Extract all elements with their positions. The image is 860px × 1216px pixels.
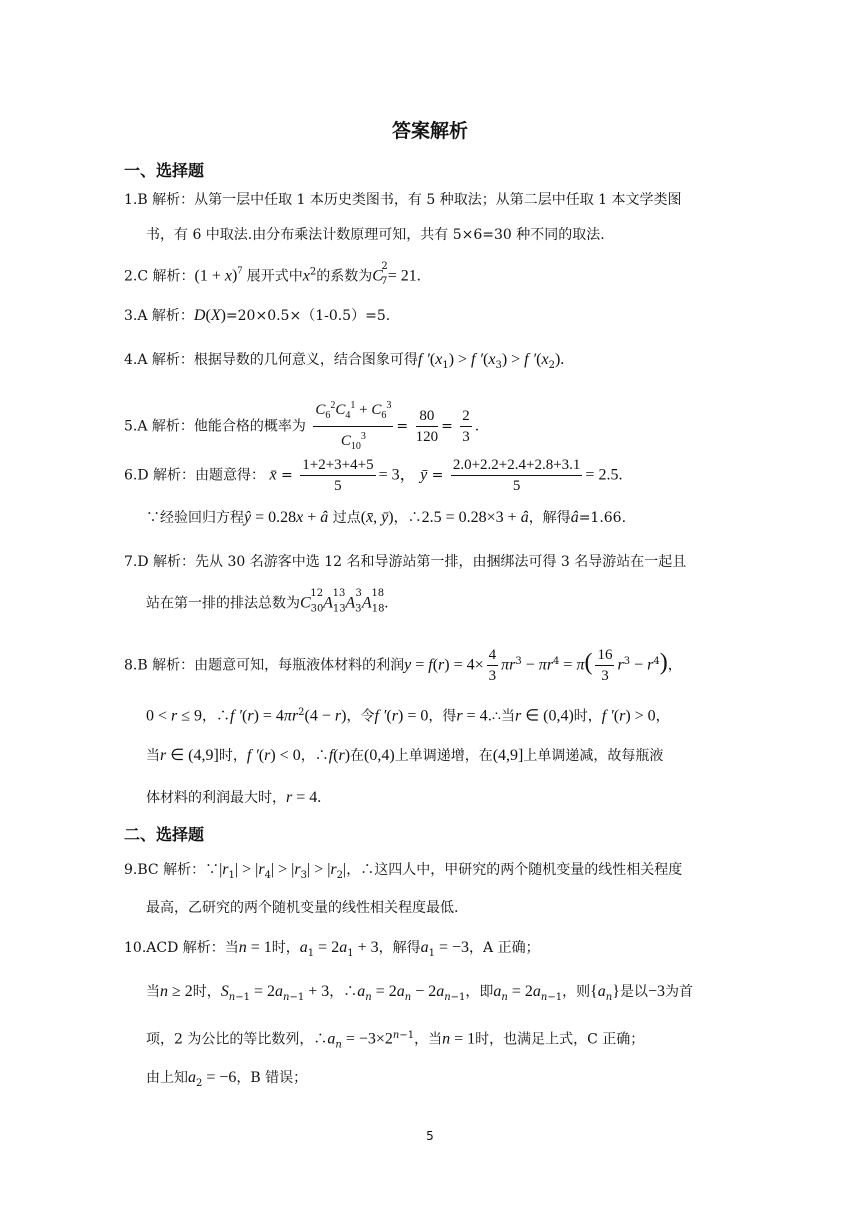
page-number: 5 <box>426 1129 434 1143</box>
answer-2: 2.C 解析：$(1 + x)^7$ 展开式中$x^2$的系数为$C_7^2= 21$. <box>124 260 421 288</box>
answer-8-line-2: 0 < r ≤ 9，∴f $'(r) = 4\pi r^2(4 - r)$，令f ′(r) = 0，得r = 4.∴当r ∈ (0,4)时，f ′(r) > 0， <box>146 707 670 725</box>
answer-6-line-1: 6.D 解析：由题意得： x̄ = $\frac{1+2+3+4+5}{5}$ = 3， ȳ = $\frac{2.0+2.2+2.4+2.8+3.1}{5}$ = 2.5. <box>124 457 623 494</box>
answer-8-line-3: 当r ∈ (4,9]时，f ′(r) < 0，∴f(r)在(0,4)上单调递增，在(4,9]上单调递减，故每瓶液 <box>146 747 664 764</box>
answer-10-line-3: 项，2 为公比的等比数列，$\therefore a_n = -3\times 2^{n-1}$，当n = 1时，也满足上式，C 正确； <box>146 1030 645 1051</box>
answer-9-line-2: 最高，乙研究的两个随机变量的线性相关程度最低. <box>146 900 459 916</box>
section-heading-1: 一、选择题 <box>124 161 205 180</box>
answer-5-fraction-numeric: $\frac{80}{120}$ <box>415 408 439 445</box>
answer-1-line-2: 书，有 6 中取法.由分布乘法计数原理可知，共有 5×6=30 种不同的取法. <box>146 227 605 243</box>
answer-7-line-2: 站在第一排的排法总数为$C_{30}^{12}A_{13}^{13}A_3^3A_{18}^{18}$. <box>146 588 389 615</box>
answer-5-label: 5.A 解析：他能合格的概率为 <box>124 418 306 435</box>
answer-3-label: 3.A 解析： <box>124 308 194 324</box>
answer-6-y-mean-result: = 2.5. <box>585 466 623 484</box>
answer-5-fraction-combinatorial: $\frac{C_6^2C_4^1 + C_6^3}{C_{10}^3}$ <box>313 396 393 457</box>
answer-2-text-mid: 展开式中 <box>246 268 303 285</box>
answer-9-line-1: 9.BC 解析：$\because|r_1| > |r_4| > |r_3| > |r_2|$，∴这四人中，甲研究的两个随机变量的线性相关程度 <box>124 861 683 881</box>
page-title: 答案解析 <box>391 120 468 142</box>
section-heading-2: 二、选择题 <box>124 825 205 844</box>
answer-2-text-end: 的系数为 <box>316 268 373 285</box>
answer-6-x-mean-result: = 3， <box>378 466 416 484</box>
answer-10-line-4: 由上知$a_2 = -6$，B 错误； <box>146 1069 308 1089</box>
answer-8-line-1: 8.B 解析：由题意可知，每瓶液体材料的利润y = f(r) = 4× $\frac{4}{3}$ $\pi r^3 - \pi r^4 = \pi$( $\frac{16}{3}$ $r^3 - r^4$)， <box>124 647 682 684</box>
answer-4-label: 4.A 解析：根据导数的几何意义，结合图象可得 <box>124 352 418 368</box>
answer-3-rest: =20×0.5×（1-0.5）=5. <box>225 308 391 324</box>
answer-7-line-1: 7.D 解析：先从 30 名游客中选 12 名和导游站第一排，由捆绑法可得 3 名导游站在一起且 <box>124 554 687 570</box>
answer-1-line-1: 1.B 解析：从第一层中任取 1 本历史类图书，有 5 种取法；从第二层中任取 1 本文学类图 <box>124 192 682 208</box>
answer-6-label: 6.D 解析：由题意得： <box>124 467 266 484</box>
answer-5-fraction-result: $\frac{2}{3}$ <box>462 408 470 445</box>
answer-3: 3.A 解析：D(X)=20×0.5×（1-0.5）=5. <box>124 307 391 324</box>
answer-6-x-mean-fraction: $\frac{1+2+3+4+5}{5}$ <box>302 457 374 494</box>
answer-5: 5.A 解析：他能合格的概率为 $\frac{C_6^2C_4^1 + C_6^3}{C_{10}^3}$ = $\frac{80}{120}$ = $\frac{2}{3}$ . <box>124 396 479 457</box>
answer-6-line-2: ∵经验回归方程ŷ = 0.28x + â 过点(x̄, ȳ)，∴2.5 = 0.28×3 + â，解得â=1.66. <box>146 509 627 526</box>
answer-10-line-1: 10.ACD 解析：当n = 1时，$a_1 = 2a_1 + 3$，解得$a_1 = -3$，A 正确； <box>124 939 540 959</box>
answer-6-y-mean-fraction: $\frac{2.0+2.2+2.4+2.8+3.1}{5}$ <box>452 457 581 494</box>
answer-8-line-4: 体材料的利润最大时，r = 4. <box>146 789 322 806</box>
answer-4: 4.A 解析：根据导数的几何意义，结合图象可得f $'(x_1) > f$ $'(x_3) > f$ $'(x_2)$. <box>124 351 565 371</box>
answer-2-result: = 21. <box>387 267 421 285</box>
answer-2-label: 2.C 解析： <box>124 268 195 285</box>
answer-10-line-2: 当n ≥ 2时，$S_{n-1} = 2a_{n-1} + 3$，$\therefore a_n = 2a_n - 2a_{n-1}$，即$a_n = 2a_{n-1}$，则$\{a_n\}$是以−3为首 <box>146 983 693 1003</box>
